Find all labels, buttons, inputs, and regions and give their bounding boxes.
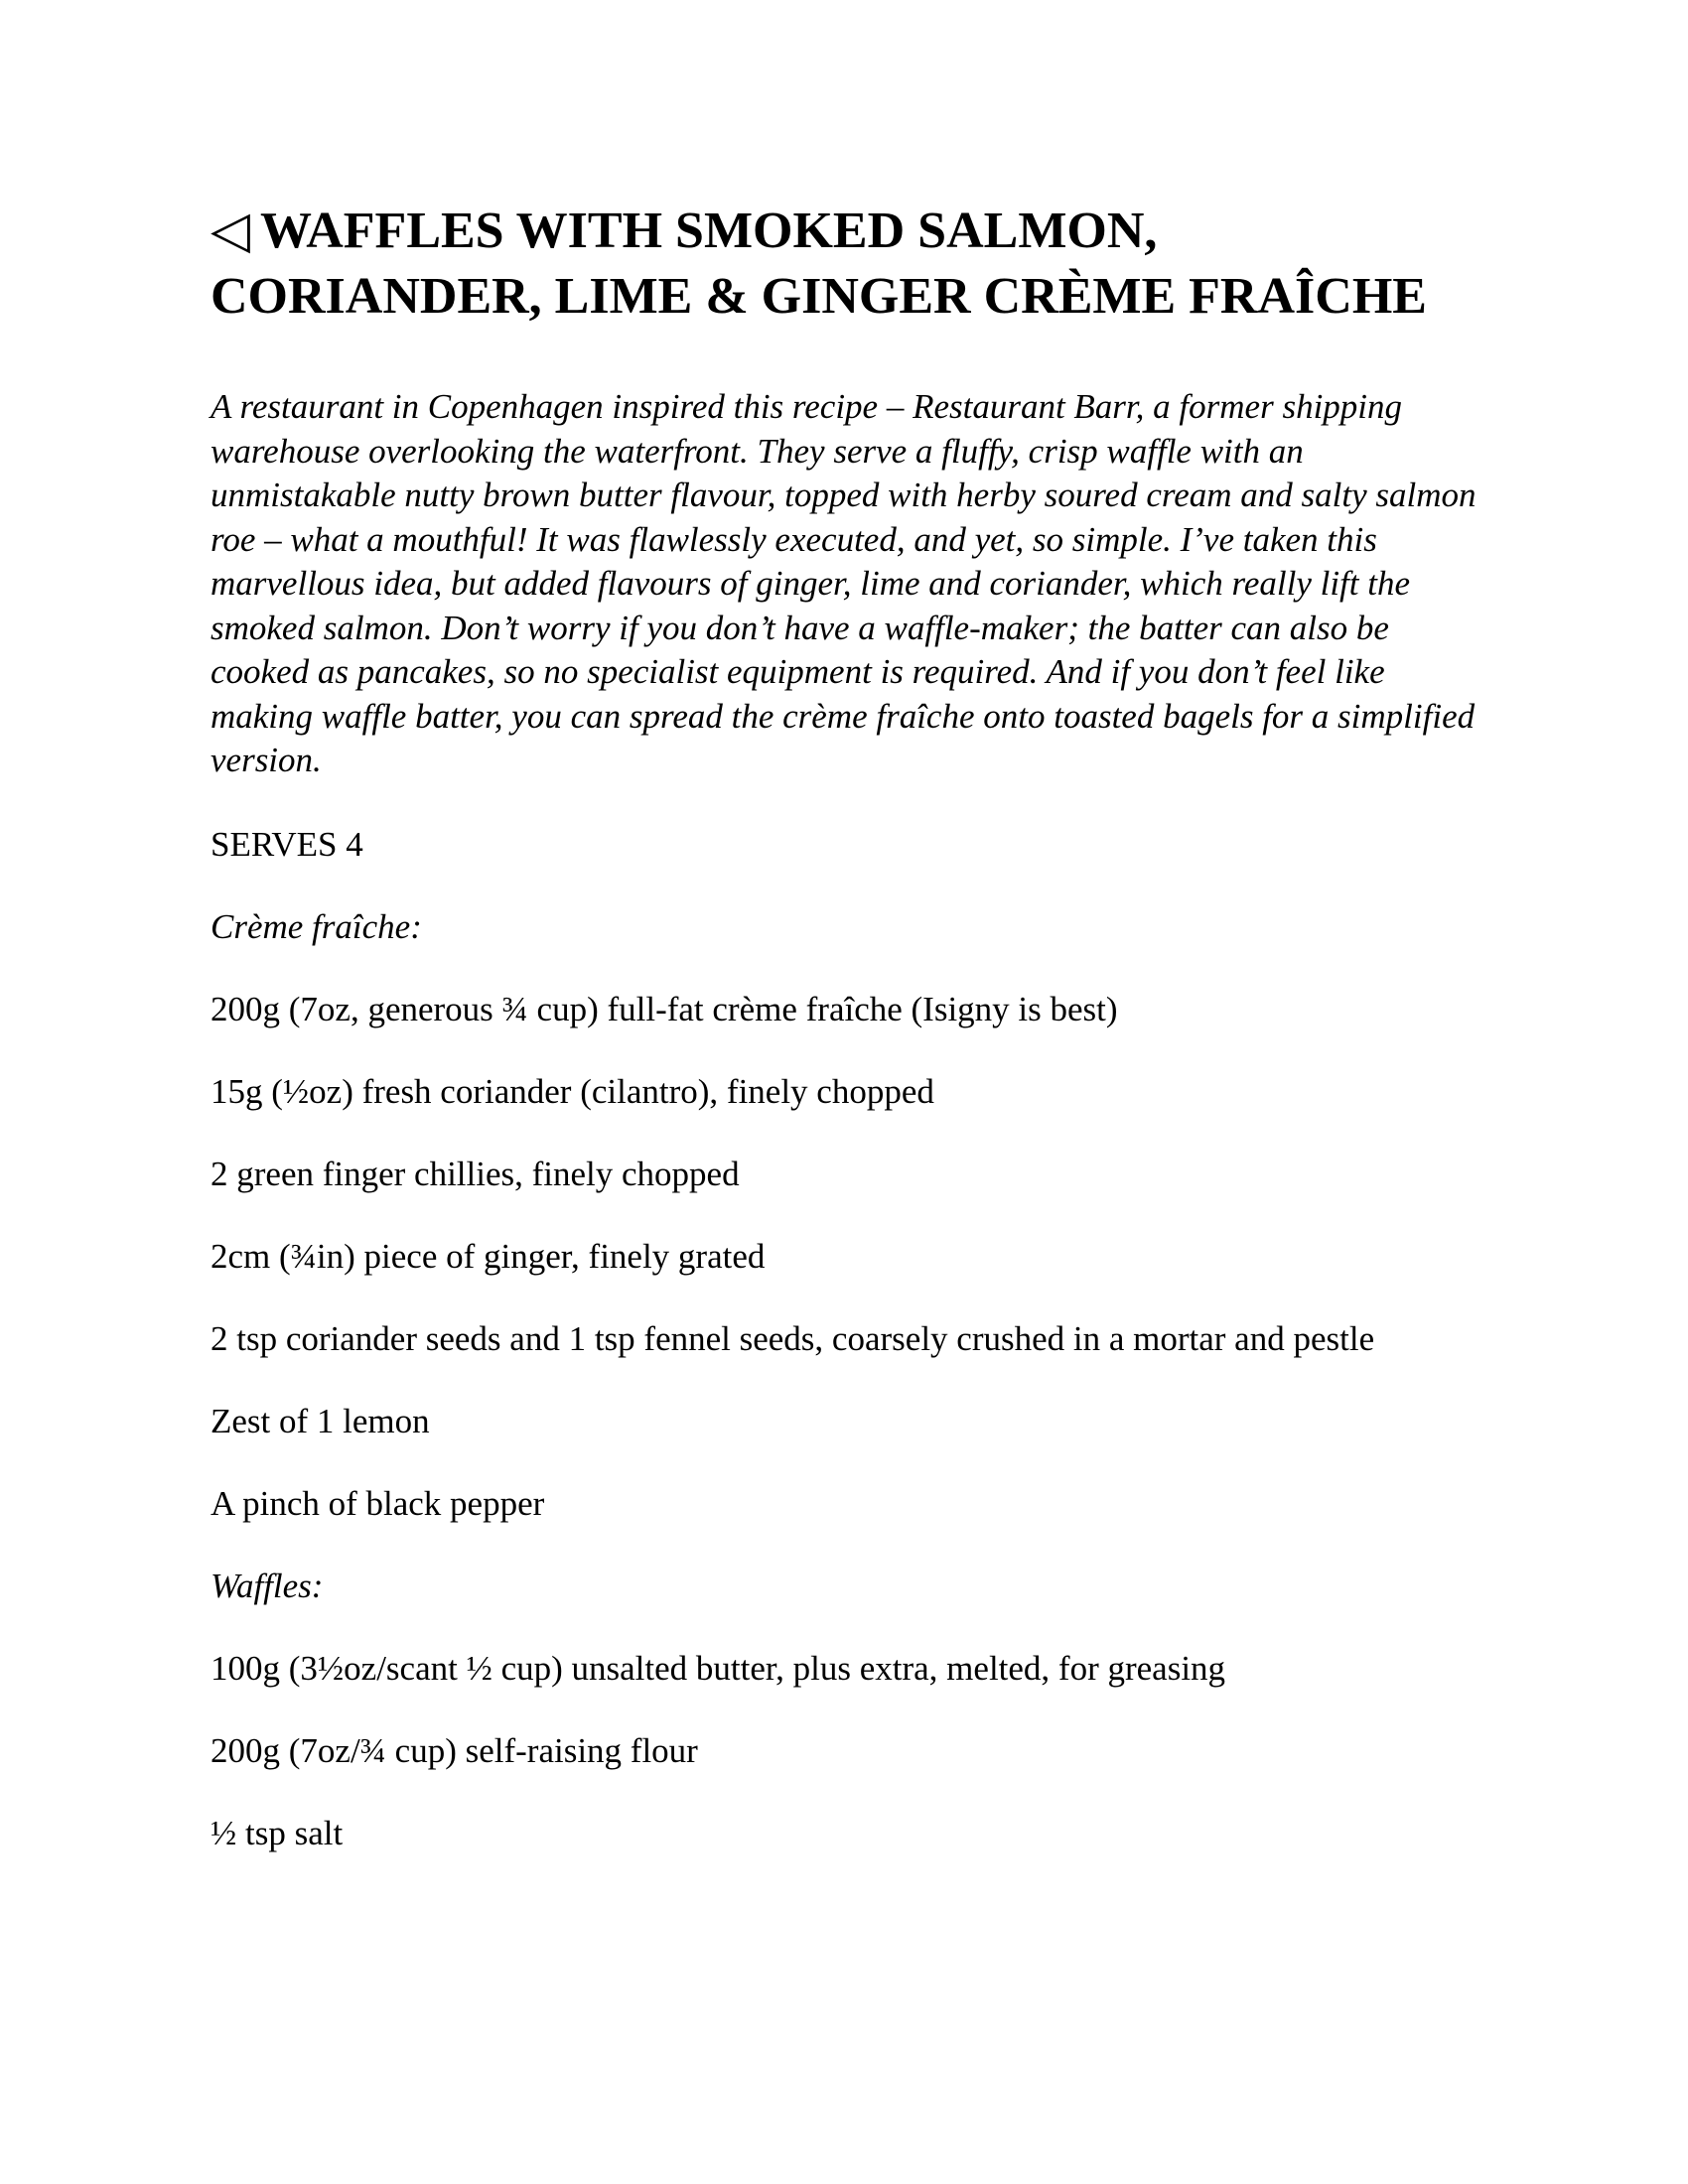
ingredient-line: 2 green finger chillies, finely chopped bbox=[211, 1154, 740, 1193]
waffles-heading: Waffles: bbox=[211, 1566, 324, 1605]
ingredient-line: 200g (7oz, generous ¾ cup) full-fat crème fraîche (Isigny is best) bbox=[211, 989, 1118, 1028]
recipe-title bbox=[211, 199, 1491, 330]
ingredient-line: 200g (7oz/¾ cup) self-raising flour bbox=[211, 1730, 698, 1770]
back-triangle-icon[interactable]: ◁ bbox=[211, 203, 250, 259]
ingredient-line: Zest of 1 lemon bbox=[211, 1401, 430, 1440]
creme-fraiche-heading: Crème fraîche: bbox=[211, 906, 422, 946]
recipe-intro: A restaurant in Copenhagen inspired this recipe – Restaurant Barr, a former shipping warehouse overlooking the waterfront. They serve a fluffy, crisp waffle with an unmistakable nutty brown butter flavour, topped with herby soured cream and salty salmon roe – what a mouthful! It was flawlessly executed, and yet, so simple. I’ve taken this marvellous idea, but added flavours of ginger, lime and coriander, which really lift the smoked salmon. Don’t worry if you don’t have a waffle-maker; the batter can also be cooked as pancakes, so no specialist equipment is required. And if you don’t feel like making waffle batter, you can spread the crème fraîche onto toasted bagels for a simplified version. bbox=[211, 387, 1477, 779]
ingredient-line: ½ tsp salt bbox=[211, 1813, 344, 1852]
ingredient-line: 100g (3½oz/scant ½ cup) unsalted butter, plus extra, melted, for greasing bbox=[211, 1648, 1226, 1688]
serves-line: SERVES 4 bbox=[211, 824, 363, 864]
ingredient-line: 15g (½oz) fresh coriander (cilantro), finely chopped bbox=[211, 1071, 934, 1111]
ingredient-line: A pinch of black pepper bbox=[211, 1483, 545, 1523]
recipe-title-text: WAFFLES WITH SMOKED SALMON, CORIANDER, LIME & GINGER CRÈME FRAÎCHE bbox=[211, 203, 1427, 325]
recipe-page bbox=[211, 199, 1491, 1855]
ingredient-line: 2cm (¾in) piece of ginger, finely grated bbox=[211, 1236, 766, 1276]
ingredient-line: 2 tsp coriander seeds and 1 tsp fennel seeds, coarsely crushed in a mortar and pestle bbox=[211, 1318, 1375, 1358]
